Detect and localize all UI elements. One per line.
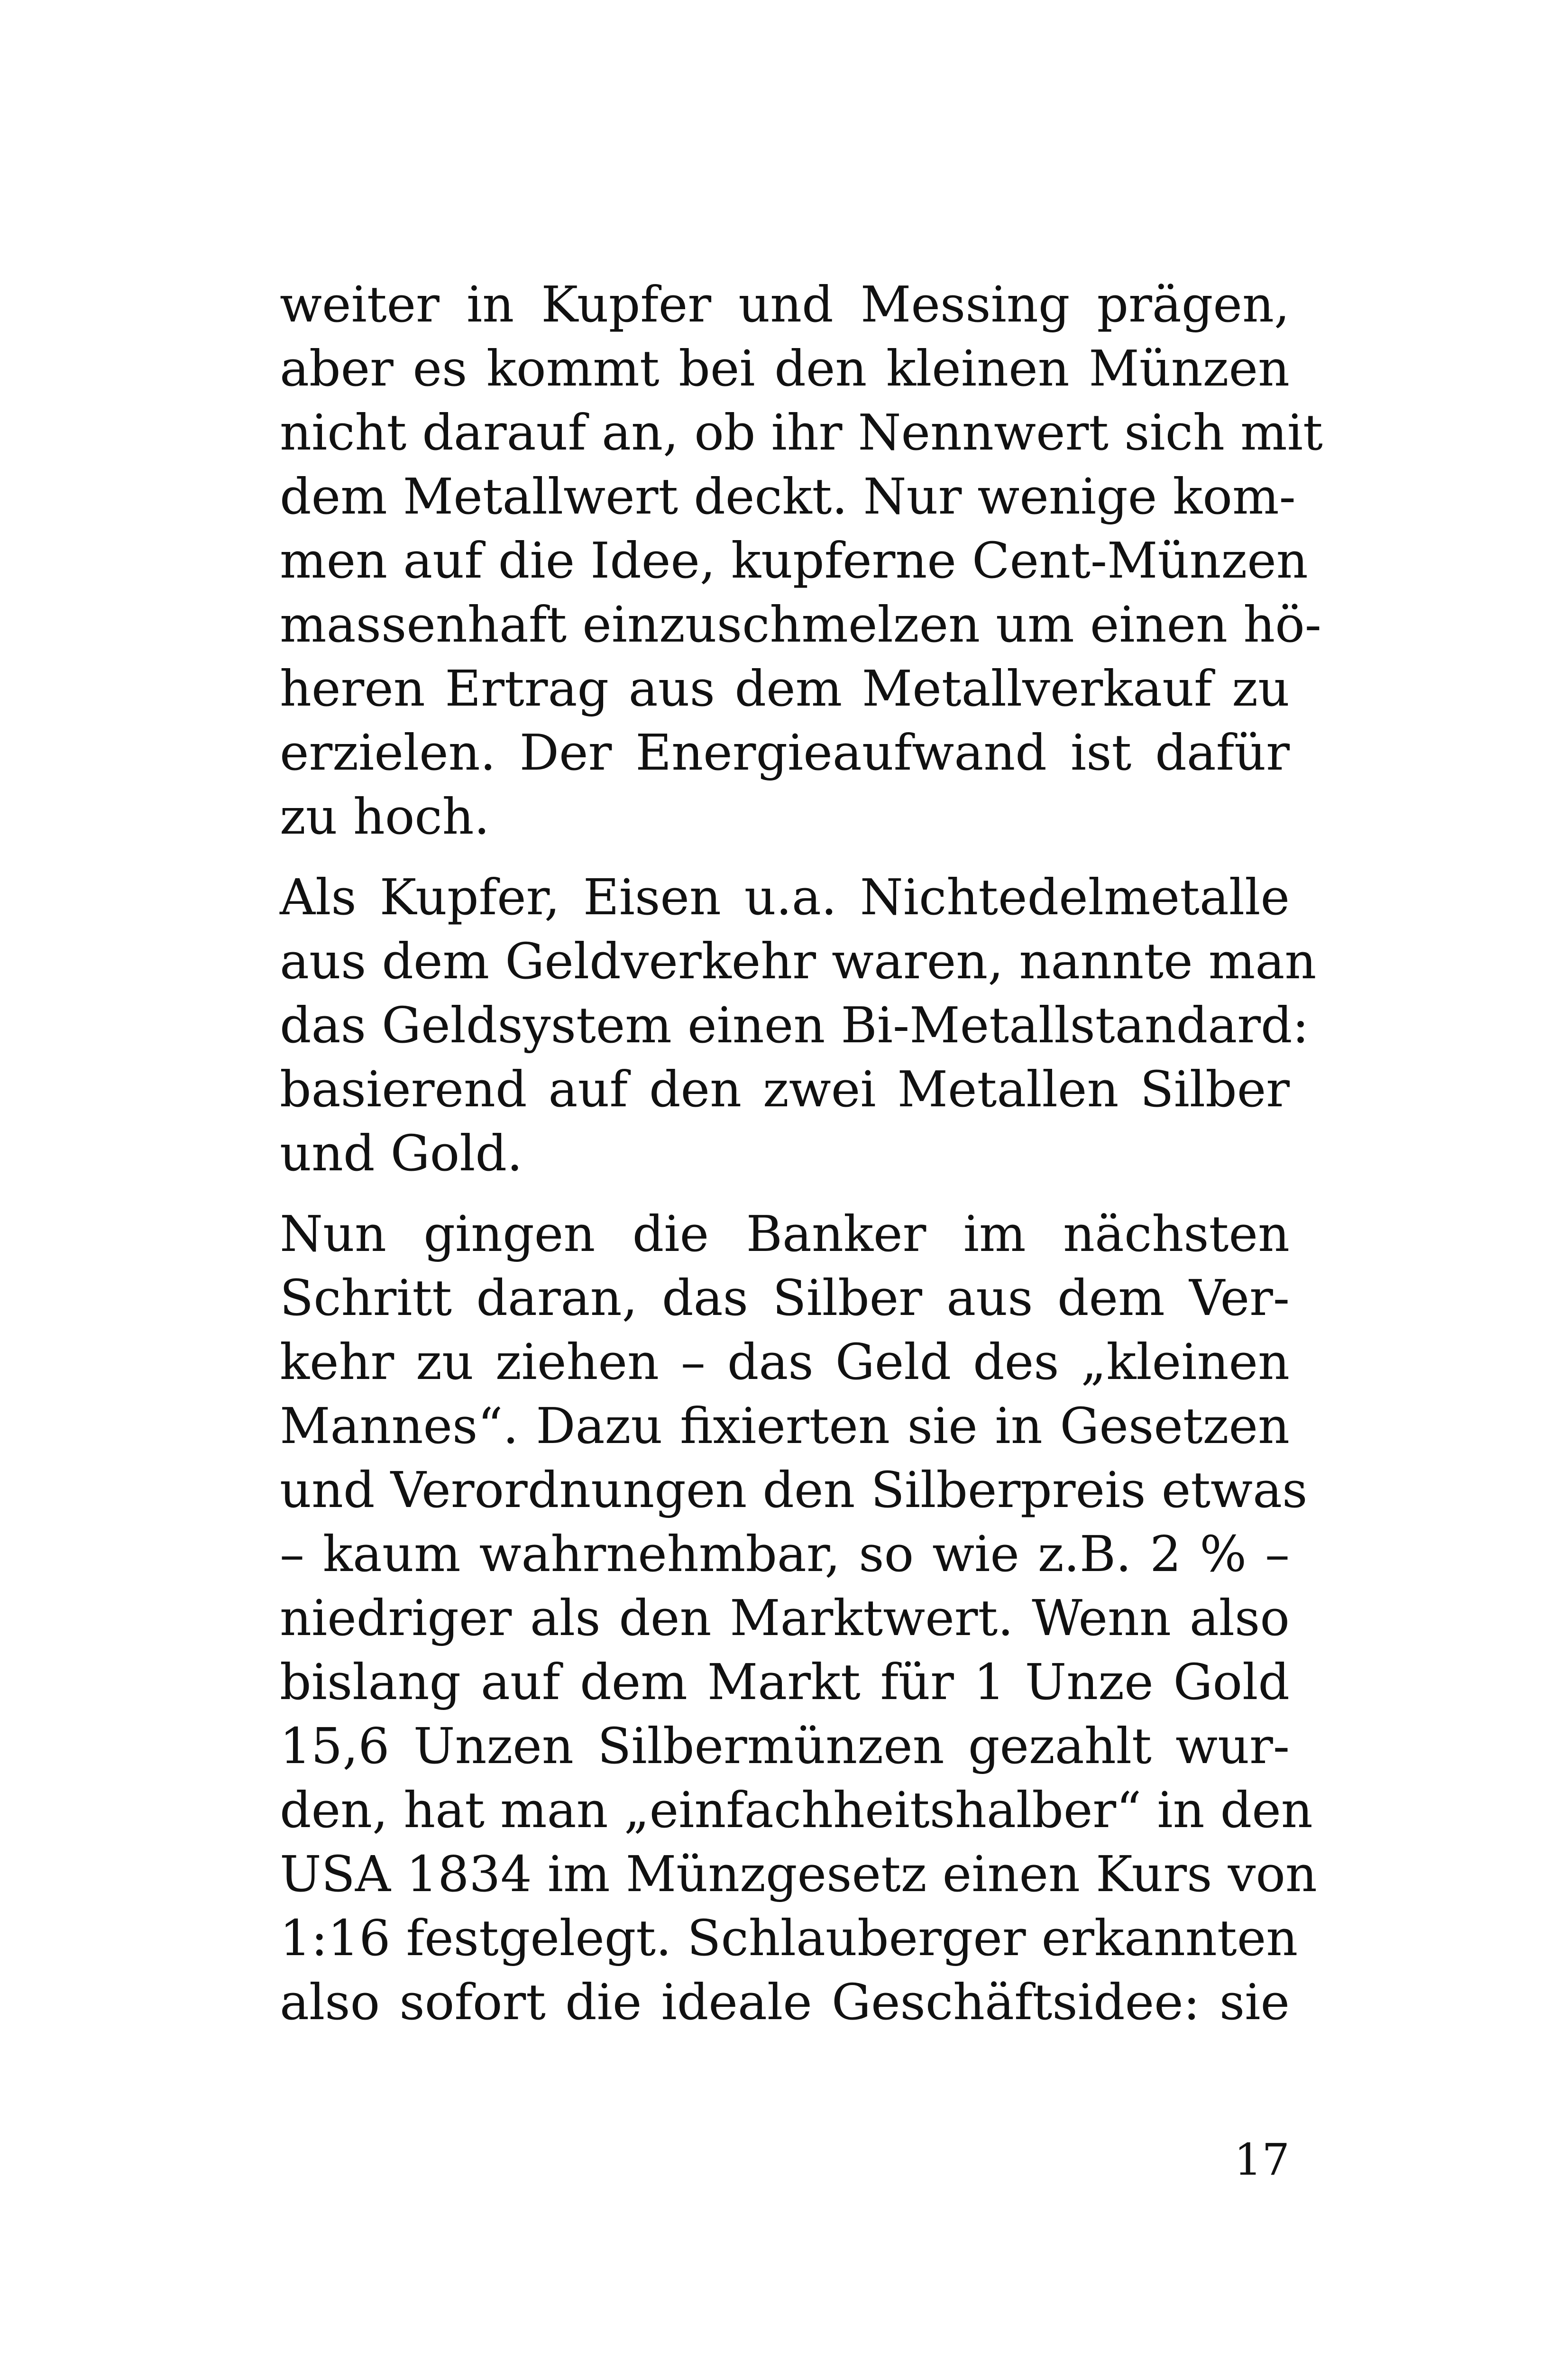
text-line: Mannes“. Dazu fixierten sie in Gesetzen bbox=[280, 1397, 1290, 1455]
text-line: nicht darauf an, ob ihr Nennwert sich mit bbox=[280, 404, 1323, 461]
page-number: 17 bbox=[1234, 2134, 1290, 2185]
paragraph-2 bbox=[280, 865, 1317, 1186]
text-line: bislang auf dem Markt für 1 Unze Gold bbox=[280, 1653, 1290, 1711]
text-line: – kaum wahrnehmbar, so wie z.B. 2 % – bbox=[280, 1525, 1290, 1583]
text-line: massenhaft einzuschmelzen um einen hö- bbox=[280, 596, 1321, 653]
text-line: kehr zu ziehen – das Geld des „kleinen bbox=[280, 1333, 1290, 1391]
text-line: Schritt daran, das Silber aus dem Ver- bbox=[280, 1269, 1290, 1327]
text-line: 15,6 Unzen Silbermünzen gezahlt wur- bbox=[280, 1717, 1290, 1775]
text-line: zu hoch. bbox=[280, 788, 490, 845]
text-line: weiter in Kupfer und Messing prägen, bbox=[280, 276, 1290, 333]
text-line: erzielen. Der Energieaufwand ist dafür bbox=[280, 724, 1290, 781]
text-line: niedriger als den Marktwert. Wenn also bbox=[280, 1589, 1290, 1647]
text-line: Als Kupfer, Eisen u.a. Nichtedelmetalle bbox=[280, 868, 1290, 926]
text-line: das Geldsystem einen Bi-Metallstandard: bbox=[280, 996, 1309, 1054]
text-line: dem Metallwert deckt. Nur wenige kom- bbox=[280, 468, 1296, 525]
paragraph-1 bbox=[280, 273, 1323, 849]
text-line: heren Ertrag aus dem Metallverkauf zu bbox=[280, 660, 1290, 717]
text-line: 1:16 festgelegt. Schlauberger erkannten bbox=[280, 1909, 1298, 1967]
text-line: basierend auf den zwei Metallen Silber bbox=[280, 1060, 1290, 1118]
text-line: USA 1834 im Münzgesetz einen Kurs von bbox=[280, 1845, 1317, 1903]
paragraph-3 bbox=[280, 1202, 1317, 2034]
text-line: also sofort die ideale Geschäftsidee: sie bbox=[280, 1973, 1290, 2031]
text-line: Nun gingen die Banker im nächsten bbox=[280, 1205, 1290, 1263]
text-line: men auf die Idee, kupferne Cent-Münzen bbox=[280, 532, 1308, 589]
text-line: aus dem Geldverkehr waren, nannte man bbox=[280, 932, 1317, 990]
text-line: den, hat man „einfachheitshalber“ in den bbox=[280, 1781, 1313, 1839]
text-line: und Verordnungen den Silberpreis etwas bbox=[280, 1461, 1308, 1519]
text-line: und Gold. bbox=[280, 1124, 523, 1182]
body-text bbox=[280, 273, 1323, 2051]
text-line: aber es kommt bei den kleinen Münzen bbox=[280, 340, 1290, 397]
